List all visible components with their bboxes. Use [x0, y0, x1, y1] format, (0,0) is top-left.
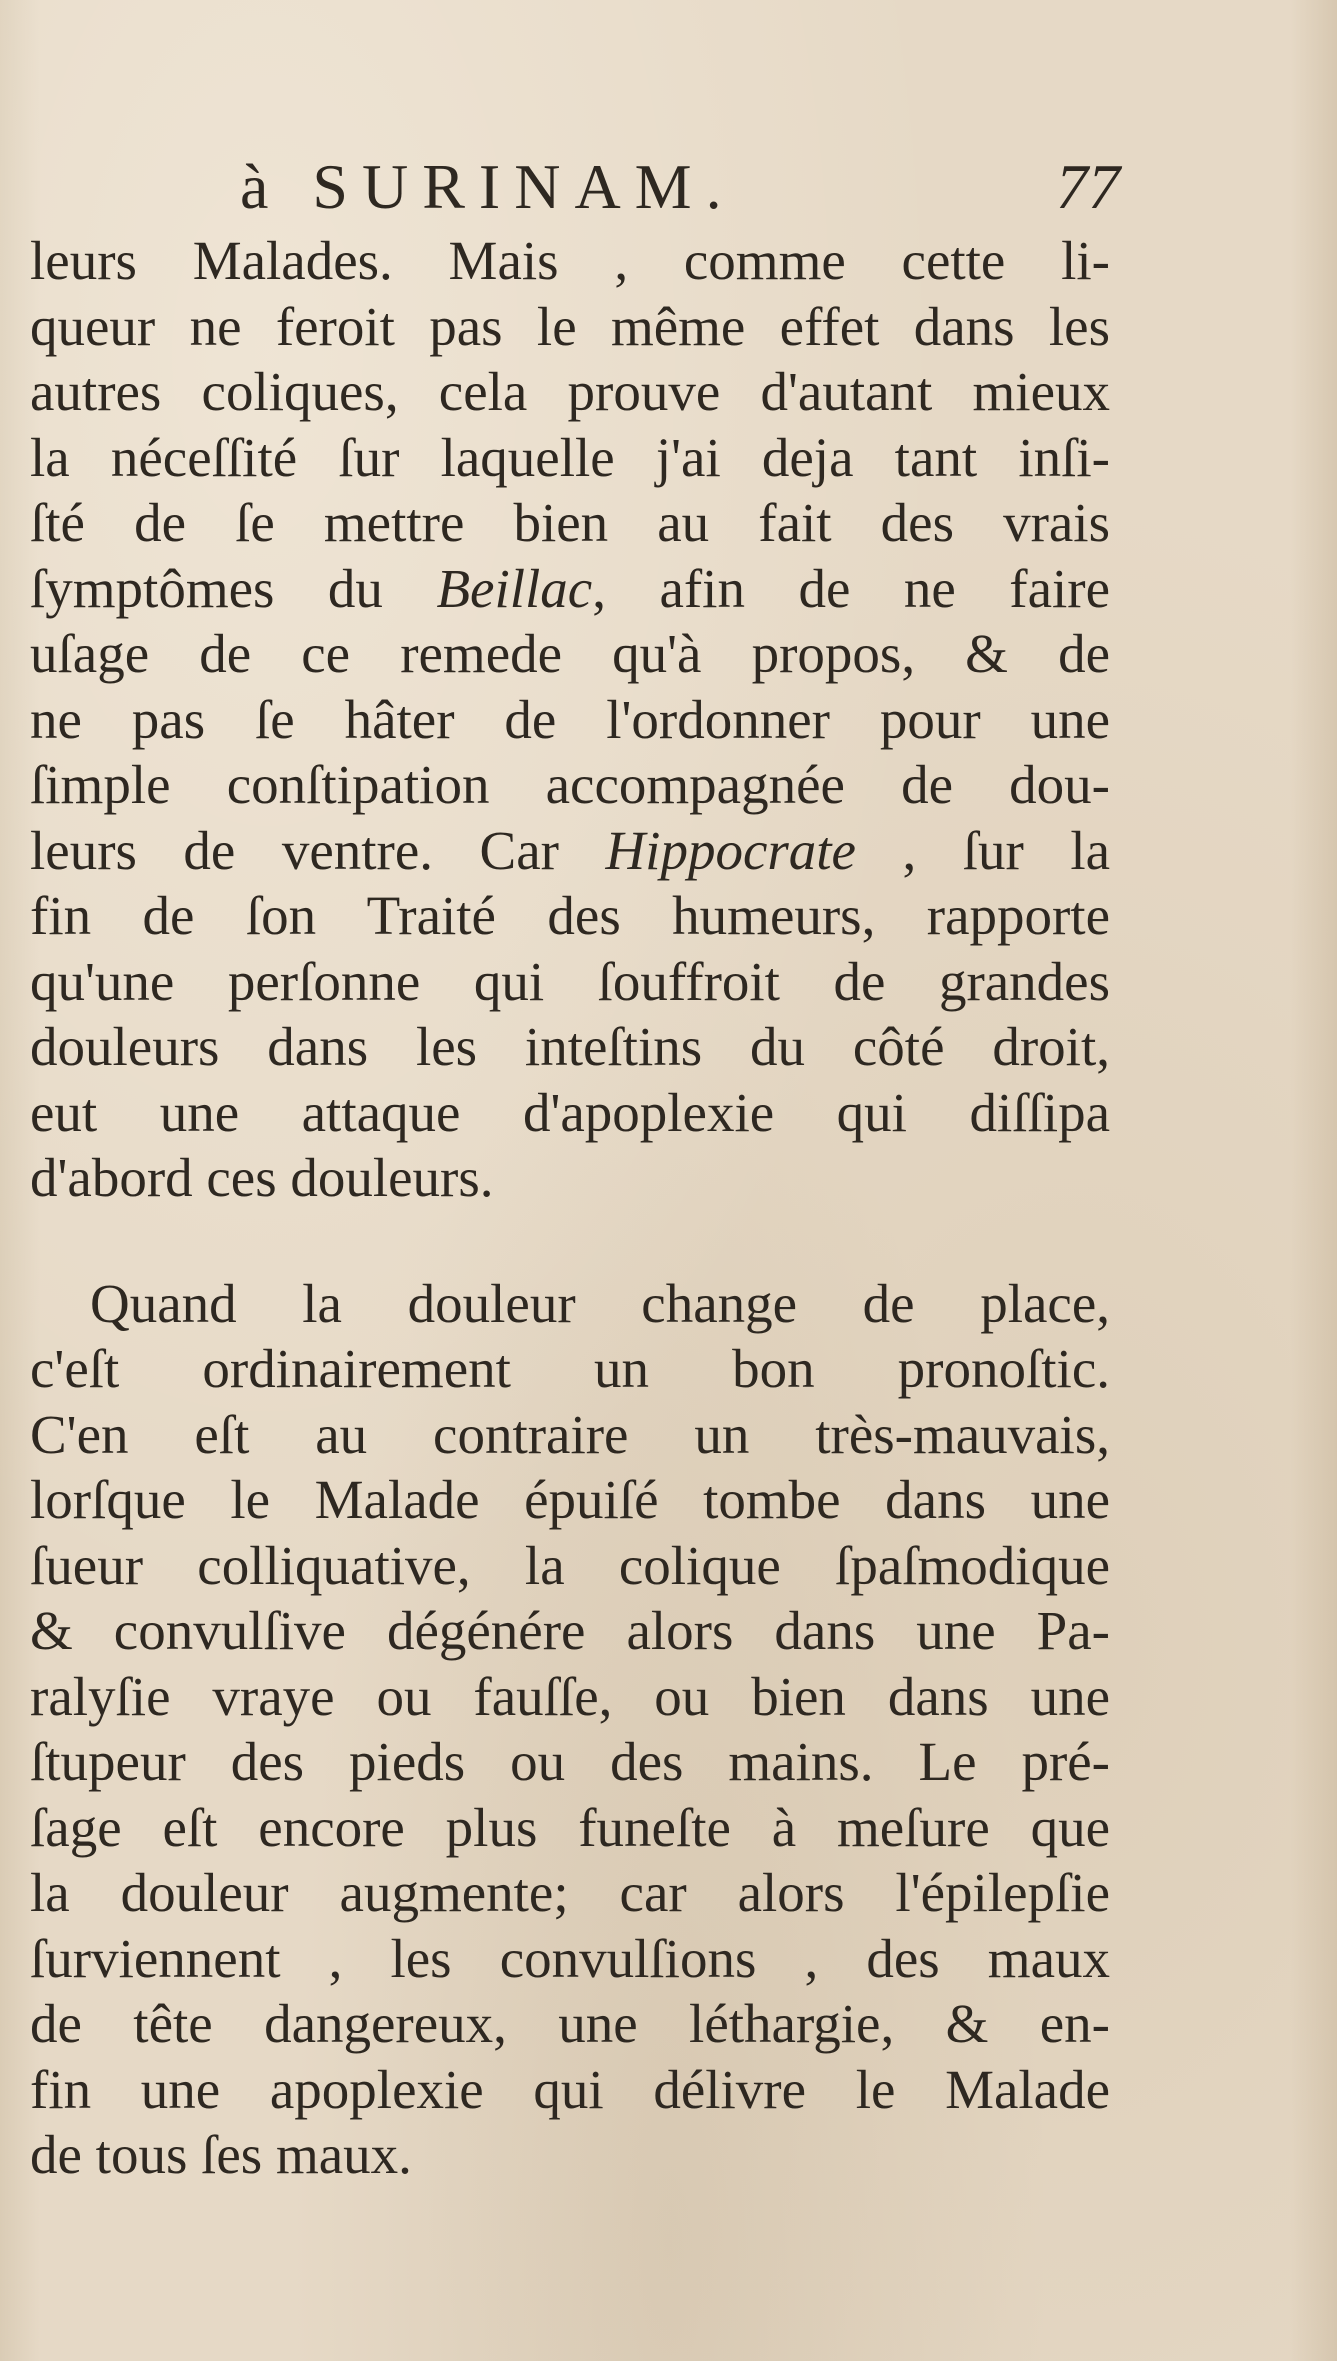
text-line: ſurviennent , les convulſions , des maux	[30, 1927, 1110, 1989]
text-line: leurs de ventre. Car Hippocrate , ſur la	[30, 819, 1111, 881]
text-line: la douleur augmente; car alors l'épilepſie	[30, 1862, 1110, 1923]
text-line: uſage de ce remede qu'à propos, & de	[30, 623, 1110, 684]
text-line: leurs Malades. Mais , comme cette li-	[30, 230, 1110, 291]
text-line: autres coliques, cela prouve d'autant mieux	[30, 361, 1110, 422]
text-line: ſage eſt encore plus funeſte à meſure que	[30, 1796, 1110, 1858]
text-line: qu'une perſonne qui ſouffroit de grandes	[30, 950, 1110, 1012]
text-line: ne pas ſe hâter de l'ordonner pour une	[30, 688, 1110, 750]
text-line: queur ne feroit pas le même effet dans les	[30, 295, 1110, 357]
text-line: ſtupeur des pieds ou des mains. Le pré-	[30, 1731, 1110, 1792]
text-line: c'eſt ordinairement un bon pronoſtic.	[30, 1338, 1110, 1399]
paragraph-1	[30, 228, 1110, 1211]
paragraph-gap	[30, 1211, 1110, 1271]
running-header	[240, 150, 1120, 230]
text-line: Quand la douleur change de place,	[90, 1272, 1110, 1334]
text-line: ſueur colliquative, la colique ſpaſmodique	[30, 1534, 1110, 1596]
body-text	[30, 228, 1110, 2188]
text-line: ſymptômes du Beillac, afin de ne faire	[30, 557, 1110, 619]
text-line: de tête dangereux, une léthargie, & en-	[30, 1993, 1110, 2054]
text-line: C'en eſt au contraire un très-mauvais,	[30, 1403, 1110, 1465]
text-line: douleurs dans les inteſtins du côté droit,	[30, 1016, 1110, 1077]
running-title: à SURINAM.	[240, 151, 736, 222]
text-line: fin de ſon Traité des humeurs, rapporte	[30, 885, 1110, 946]
text-line: de tous ſes maux.	[30, 2124, 412, 2185]
text-line: & convulſive dégénére alors dans une Pa-	[30, 1600, 1110, 1661]
italic-term: Hippocrate	[605, 819, 856, 881]
paragraph-2	[30, 1271, 1110, 2188]
text-line: fin une apoplexie qui délivre le Malade	[30, 2058, 1110, 2120]
text-line: eut une attaque d'apoplexie qui diſſipa	[30, 1081, 1110, 1143]
text-line: d'abord ces douleurs.	[30, 1147, 494, 1208]
italic-term: Beillac	[436, 557, 593, 619]
text-line: ſté de ſe mettre bien au fait des vrais	[30, 492, 1110, 553]
page-number: 77	[1056, 151, 1120, 222]
text-line: lorſque le Malade épuiſé tombe dans une	[30, 1469, 1110, 1530]
text-line: ſimple conſtipation accompagnée de dou-	[30, 754, 1110, 815]
text-line: ralyſie vraye ou fauſſe, ou bien dans une	[30, 1665, 1110, 1727]
text-line: la néceſſité ſur laquelle j'ai deja tant inſi-	[30, 426, 1110, 488]
